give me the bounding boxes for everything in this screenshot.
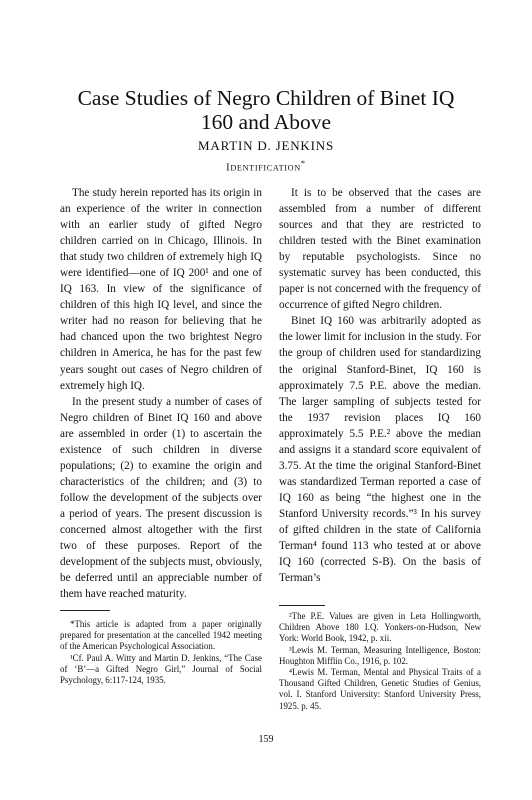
right-footnotes xyxy=(279,611,481,712)
right-text-column xyxy=(279,185,481,586)
footnote: ¹Cf. Paul A. Witty and Martin D. Jenkins, “The Case of ‘B’—a Gifted Negro Girl,” Journal of Social Psychology, 6:117-124, 1935. xyxy=(60,652,262,686)
body-paragraph: The study herein reported has its origin in an experience of the writer in connection with an earlier study of gifted Negro children carried on in Chicago, Illinois. In that study two children of extremely high IQ were identified—one of IQ 200¹ and one of IQ 163. In view of the significance of children of this high IQ level, and since the writer had no reason for believing that he had chanced upon the two brightest Negro children in America, he has for the past few years sought out cases of Negro children of extremely high IQ. xyxy=(60,187,262,392)
section-heading-footnote-mark: * xyxy=(300,158,306,168)
author-name: MARTIN D. JENKINS xyxy=(198,138,334,153)
page-number: 159 xyxy=(258,734,274,745)
body-paragraph: It is to be observed that the cases are assembled from a number of different sources and that they are restricted to children tested with the Binet examination by reputable psychologists. Since no systematic survey has been conducted, this paper is not concerned with the frequency of occurrence of gifted Negro children. xyxy=(279,187,481,312)
footnote: ²The P.E. Values are given in Leta Hollingworth, Children Above 180 I.Q. Yonkers-on-Hudson, New York: World Book, 1942, p. xii. xyxy=(279,611,481,644)
section-heading-initial: I xyxy=(226,162,231,174)
footnote: ³Lewis M. Terman, Measuring Intelligence, Boston: Houghton Mifflin Co., 1916, p. 102. xyxy=(279,644,481,666)
footnote: *This article is adapted from a paper originally prepared for presentation at the cancelled 1942 meeting of the American Psychological Association. xyxy=(60,619,262,652)
body-paragraph: Binet IQ 160 was arbitrarily adopted as the lower limit for inclusion in the study. For the group of children used for standardizing the original Stanford-Binet, IQ 160 is approximately 7.5 P.E. above the median. The larger sampling of subjects tested for the 1937 revision places IQ 160 approximately 5.5 P.E.² above the median and assigns it a standard score equivalent of 3.75. At the time the original Stanford-Binet was standardized Terman reported a case of IQ 160 as being “the highest one in the Stanford University records.”³ In his survey of gifted children in the state of California Terman⁴ found 113 who tested at or above IQ 160 (corrected S-B). On the basis of Terman’s xyxy=(279,315,481,585)
left-footnotes xyxy=(60,619,262,686)
section-heading xyxy=(40,158,492,174)
article-title xyxy=(40,86,492,134)
body-paragraph: In the present study a number of cases of Negro children of Binet IQ 160 and above are assembled in order (1) to ascertain the existence of such children in diverse populations; (2) to examine the origin and characteristics of the children; and (3) to follow the development of the subjects over a period of years. The present discussion is concerned almost altogether with the first two of these purposes. Report of the development of the subjects must, obviously, be deferred until an appreciable number of them have reached maturity. xyxy=(60,395,262,601)
left-text-column xyxy=(60,185,262,602)
footnote-rule-right xyxy=(279,605,325,606)
section-heading-rest: DENTIFICATION xyxy=(230,163,301,173)
footnote: ⁴Lewis M. Terman, Mental and Physical Traits of a Thousand Gifted Children, Genetic Studies of Genius, vol. I. Stanford University: Stanford University Press, 1925. p. 45. xyxy=(279,667,481,711)
title-line-1: Case Studies of Negro Children of Binet IQ xyxy=(77,86,455,110)
footnote-rule-left xyxy=(60,610,110,611)
title-line-2: 160 and Above xyxy=(200,110,332,134)
